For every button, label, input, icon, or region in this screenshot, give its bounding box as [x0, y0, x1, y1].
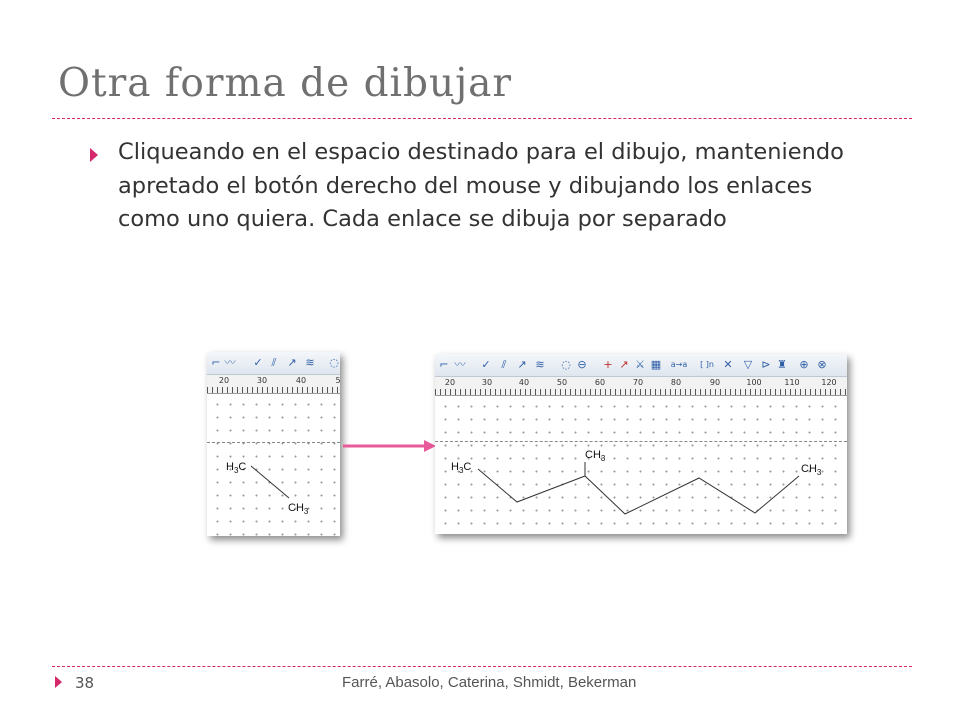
bond-tool-icon[interactable]: ⌐ — [211, 356, 221, 369]
small-drawing-panel — [207, 352, 340, 536]
ruler-label: 90 — [709, 378, 721, 387]
single-bond-icon[interactable]: ✓ — [481, 358, 491, 371]
bond-tool-icon[interactable]: ⌐ — [439, 358, 449, 371]
ruler-label: 20 — [218, 376, 230, 385]
ruler-label: 70 — [632, 378, 644, 387]
left-ruler — [207, 375, 340, 394]
left-drawing-canvas[interactable] — [207, 394, 340, 536]
pink-arrow-right-icon — [340, 437, 440, 455]
ruler-label: 20 — [444, 378, 456, 387]
table-icon[interactable]: ▦ — [650, 358, 662, 371]
ch3-top-label: $CH_3$ — [585, 449, 606, 463]
left-molecule — [207, 394, 340, 536]
plus-icon[interactable]: + — [603, 358, 613, 371]
wedge-bond-icon[interactable]: ↗ — [287, 356, 297, 369]
ruler-ticks — [207, 387, 340, 393]
ruler-label: 30 — [256, 376, 268, 385]
footer-authors: Farré, Abasolo, Caterina, Shmidt, Bekerman — [342, 674, 637, 691]
wavy-bond-icon[interactable]: ≋ — [305, 356, 315, 369]
select-icon[interactable]: ▽ — [743, 358, 753, 371]
bullet-triangle-icon — [90, 148, 98, 162]
carbon-chain — [478, 469, 799, 514]
wedge-bond-icon[interactable]: ↗ — [517, 358, 527, 371]
title-divider — [52, 118, 912, 119]
single-bond-icon[interactable]: ✓ — [253, 356, 263, 369]
right-drawing-canvas[interactable] — [435, 396, 847, 534]
chain-tool-icon[interactable]: 〰 — [224, 356, 236, 369]
bullet-text: Cliqueando en el espacio destinado para el dibujo, manteniendo apretado el botón derecho del mouse y dibujando los enlaces como uno quiera. Cada enlace se dibuja por separado — [118, 139, 844, 232]
right-molecule — [435, 396, 847, 534]
arrow-icon[interactable]: ↗ — [619, 358, 629, 371]
footer-triangle-icon — [55, 676, 62, 688]
center-icon[interactable]: ⊕ — [799, 358, 809, 371]
page-number: 38 — [75, 674, 95, 692]
right-ruler — [435, 377, 847, 396]
ruler-label: 50 — [556, 378, 568, 387]
a-to-a-label[interactable]: a→a — [670, 360, 688, 369]
cross-icon[interactable]: ✕ — [723, 358, 733, 371]
ruler-label: 40 — [518, 378, 530, 387]
hash-bond-icon[interactable]: ⫽ — [501, 358, 507, 371]
large-drawing-panel — [435, 354, 847, 534]
move-icon[interactable]: ⊗ — [817, 358, 827, 371]
slide-title: Otra forma de dibujar — [58, 61, 513, 106]
ruler-label: 40 — [295, 376, 307, 385]
ch3-label: $CH_3$ — [288, 502, 309, 516]
ruler-label: 5 — [335, 376, 341, 385]
erase-icon[interactable]: ⚔ — [635, 358, 645, 371]
bracket-icon[interactable]: [ ]n — [700, 360, 714, 369]
footer-divider — [52, 666, 912, 667]
wavy-bond-icon[interactable]: ≋ — [535, 358, 545, 371]
ch3-end-label: $CH_3$ — [801, 463, 822, 477]
chain-tool-icon[interactable]: 〰 — [454, 358, 466, 371]
flip-icon[interactable]: ♜ — [777, 358, 787, 371]
h3c-label: $H_3C$ — [451, 461, 472, 475]
hash-bond-icon[interactable]: ⫽ — [271, 356, 277, 369]
ruler-label: 120 — [821, 378, 837, 387]
h3c-label: $H_3C$ — [226, 461, 247, 475]
ruler-label: 30 — [481, 378, 493, 387]
ring-tool-icon[interactable]: ◌ — [561, 358, 571, 371]
ruler-label: 80 — [670, 378, 682, 387]
ruler-label: 60 — [594, 378, 606, 387]
right-toolbar — [435, 354, 847, 377]
charge-icon[interactable]: ⊖ — [577, 358, 587, 371]
ruler-ticks — [435, 389, 847, 395]
ruler-label: 110 — [784, 378, 800, 387]
ring-tool-icon[interactable]: ◌ — [329, 356, 339, 369]
ruler-label: 100 — [746, 378, 762, 387]
rotate-icon[interactable]: ⊳ — [761, 358, 771, 371]
left-toolbar — [207, 352, 340, 375]
ethane-bond — [251, 466, 289, 498]
